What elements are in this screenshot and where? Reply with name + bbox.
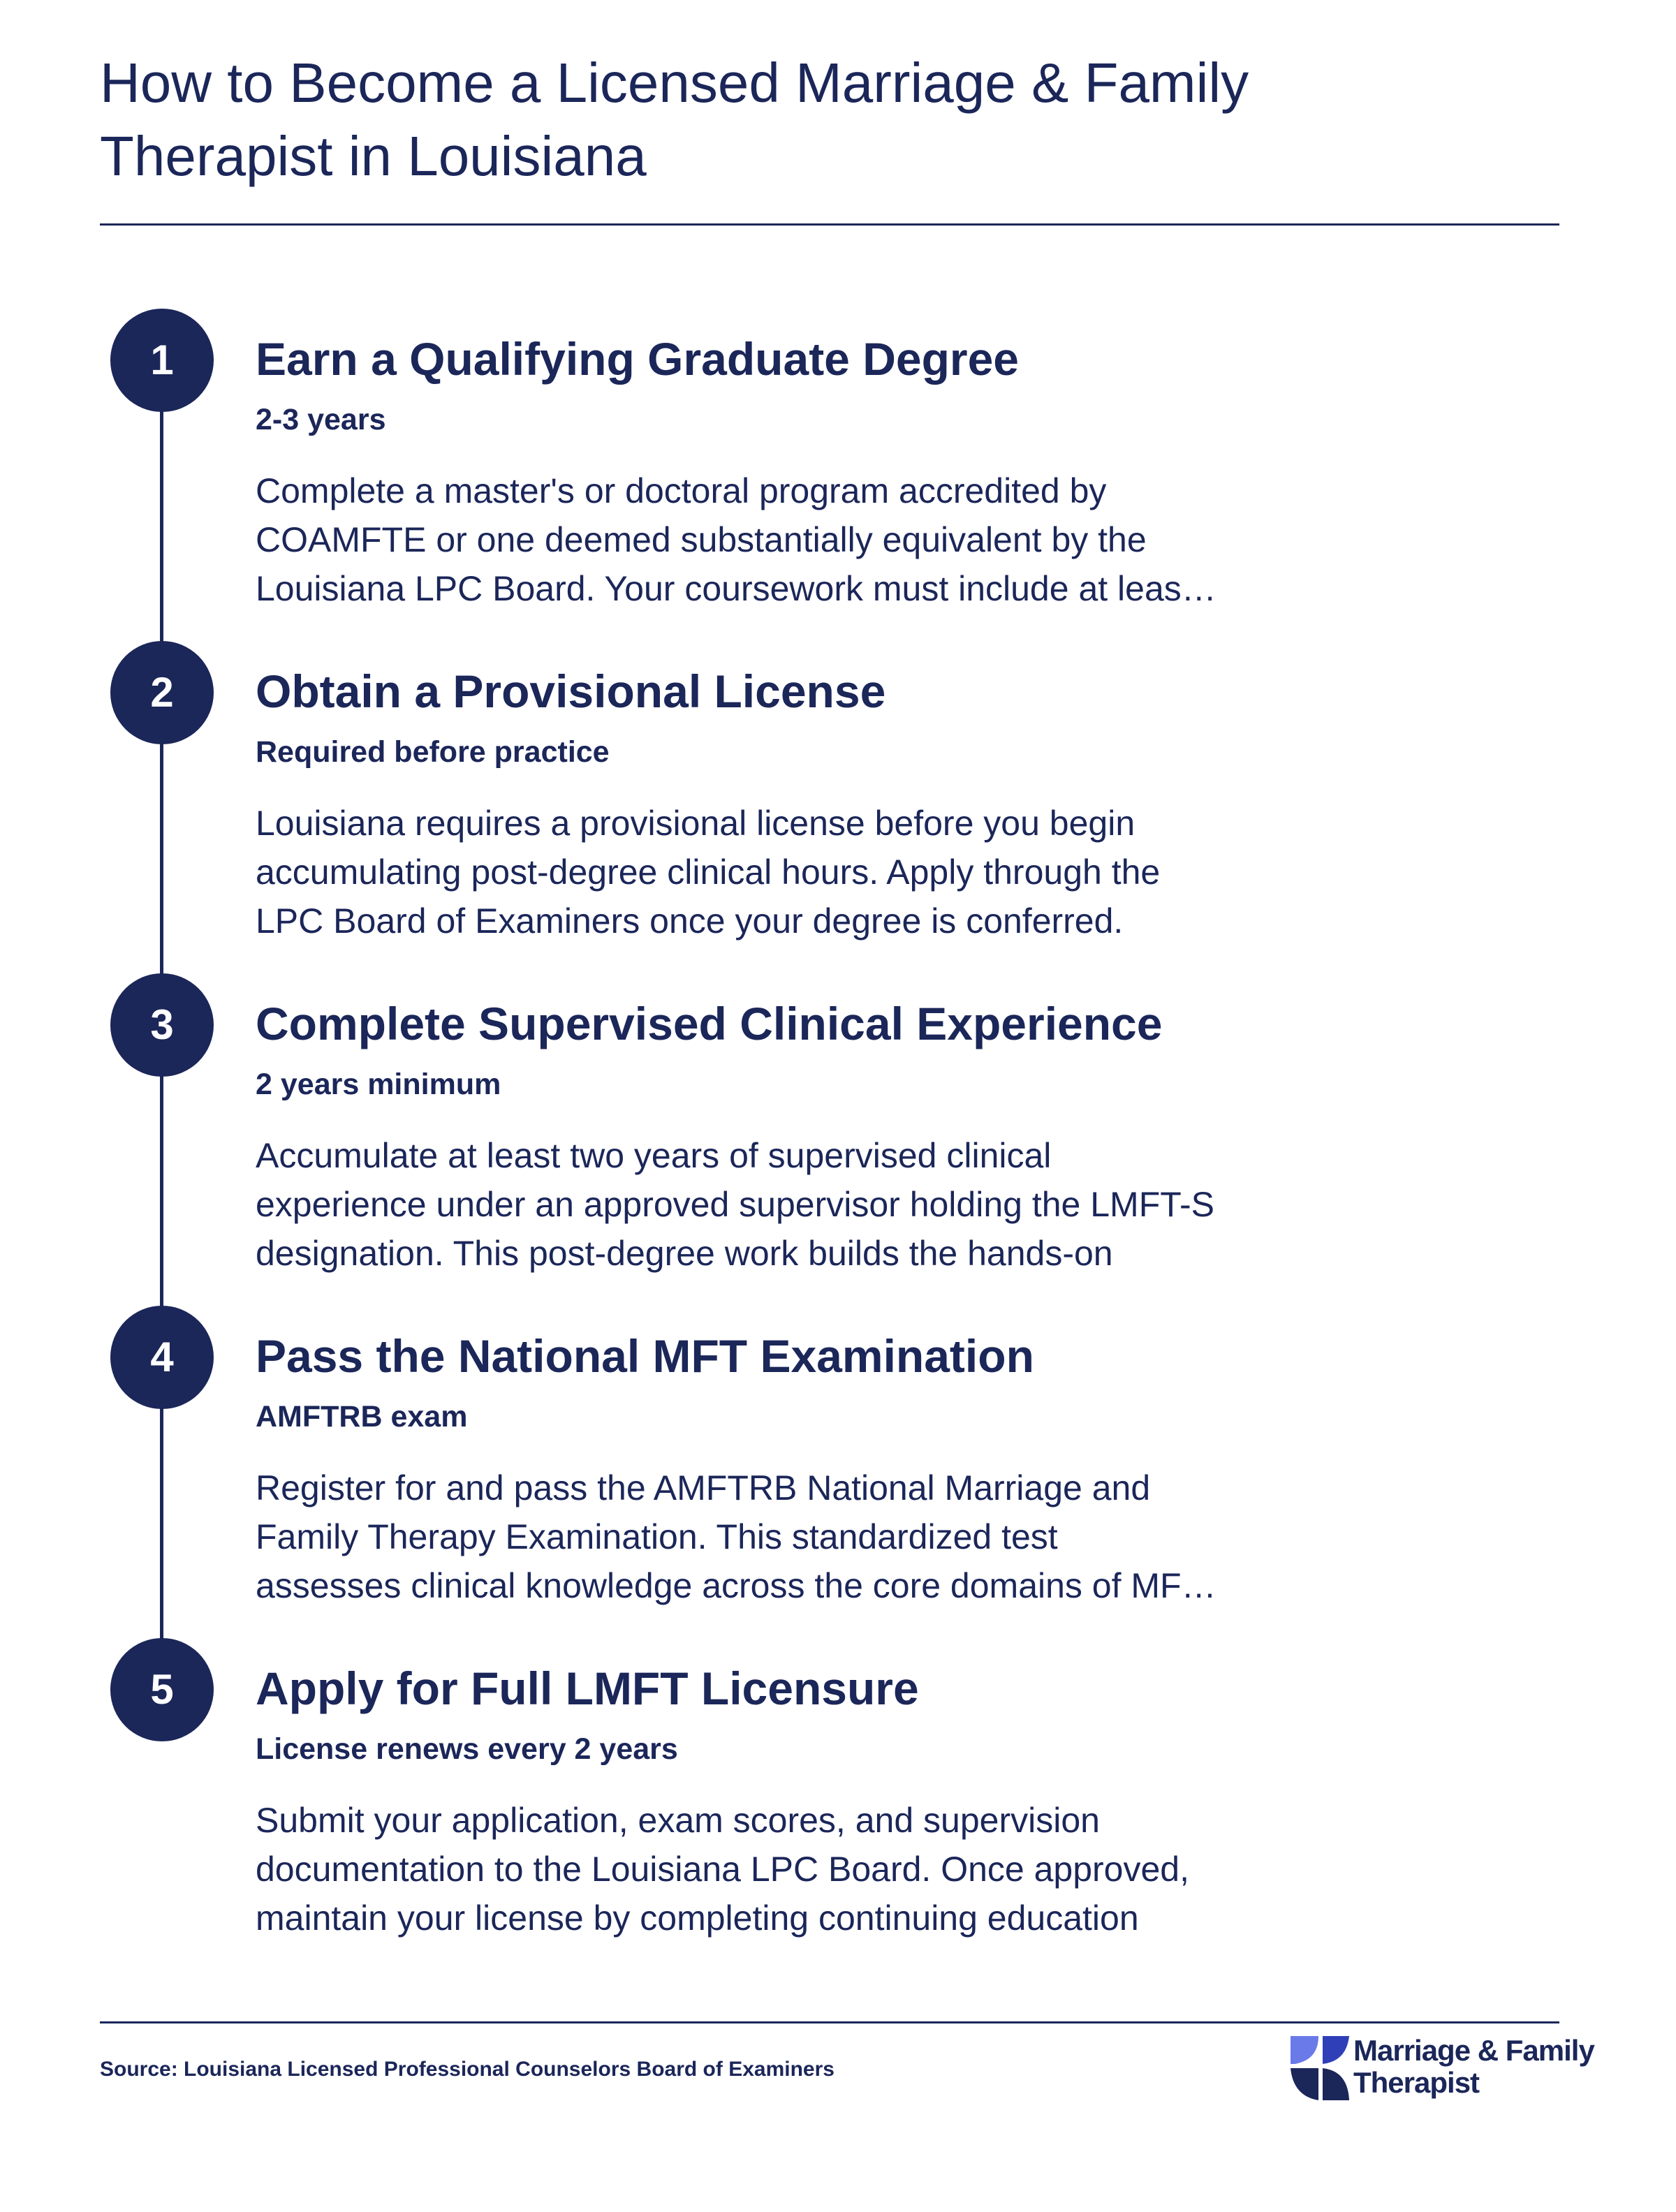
step-title: Earn a Qualifying Graduate Degree — [256, 333, 1019, 385]
step-duration: 2 years minimum — [256, 1068, 501, 1101]
step-title: Apply for Full LMFT Licensure — [256, 1662, 919, 1714]
step-description-line: accumulating post-degree clinical hours. Apply through the — [256, 853, 1161, 892]
step-description-line: Submit your application, exam scores, and supervision — [256, 1801, 1100, 1840]
step-description — [256, 799, 1373, 945]
step-number-badge: 2 — [110, 641, 214, 744]
step-description-line: Complete a master's or doctoral program accredited by — [256, 471, 1107, 510]
step-description-line: Louisiana LPC Board. Your coursework must include at leas… — [256, 569, 1216, 608]
step-description — [256, 1131, 1373, 1278]
header-divider — [100, 223, 1559, 226]
step-2 — [0, 641, 1676, 969]
page-title-line-1: How to Become a Licensed Marriage & Family — [100, 52, 1249, 114]
step-title: Obtain a Provisional License — [256, 665, 886, 717]
step-description-line: Louisiana requires a provisional license before you begin — [256, 804, 1135, 843]
step-description-line: Family Therapy Examination. This standardized test — [256, 1517, 1058, 1556]
step-description-line: COAMFTE or one deemed substantially equivalent by the — [256, 520, 1147, 559]
step-number-badge: 4 — [110, 1306, 214, 1409]
step-description-line: LPC Board of Examiners once your degree is conferred. — [256, 901, 1124, 941]
step-description-line: Register for and pass the AMFTRB National Marriage and — [256, 1468, 1151, 1507]
step-duration: 2-3 years — [256, 403, 386, 436]
step-number-badge: 1 — [110, 309, 214, 412]
brand-logo — [1289, 2033, 1594, 2110]
step-description-line: Accumulate at least two years of supervised clinical — [256, 1136, 1052, 1175]
page-title-line-2: Therapist in Louisiana — [100, 125, 647, 187]
page-title — [100, 46, 1497, 193]
step-description-line: documentation to the Louisiana LPC Board. Once approved, — [256, 1850, 1189, 1889]
step-4 — [0, 1306, 1676, 1634]
step-number-badge: 3 — [110, 973, 214, 1077]
step-description — [256, 1796, 1373, 1942]
step-title: Complete Supervised Clinical Experience — [256, 998, 1163, 1049]
step-1 — [0, 309, 1676, 637]
footer-divider — [100, 2021, 1559, 2023]
step-description — [256, 466, 1373, 613]
source-citation: Source: Louisiana Licensed Professional Counselors Board of Examiners — [100, 2058, 835, 2081]
step-description-line: assesses clinical knowledge across the core domains of MF… — [256, 1566, 1216, 1605]
mft-logo-icon — [1289, 2033, 1359, 2103]
step-duration: License renews every 2 years — [256, 1732, 678, 1766]
step-3 — [0, 973, 1676, 1302]
step-description — [256, 1463, 1373, 1610]
brand-name — [1353, 2035, 1594, 2099]
brand-name-line-2: Therapist — [1353, 2066, 1480, 2099]
step-title: Pass the National MFT Examination — [256, 1330, 1034, 1382]
brand-name-line-1: Marriage & Family — [1353, 2034, 1594, 2067]
step-number-badge: 5 — [110, 1638, 214, 1741]
step-description-line: designation. This post-degree work builds the hands-on — [256, 1234, 1113, 1273]
step-5 — [0, 1638, 1676, 1966]
step-duration: AMFTRB exam — [256, 1400, 468, 1433]
step-description-line: maintain your license by completing continuing education — [256, 1898, 1139, 1938]
step-duration: Required before practice — [256, 735, 610, 769]
step-description-line: experience under an approved supervisor holding the LMFT-S — [256, 1185, 1215, 1224]
